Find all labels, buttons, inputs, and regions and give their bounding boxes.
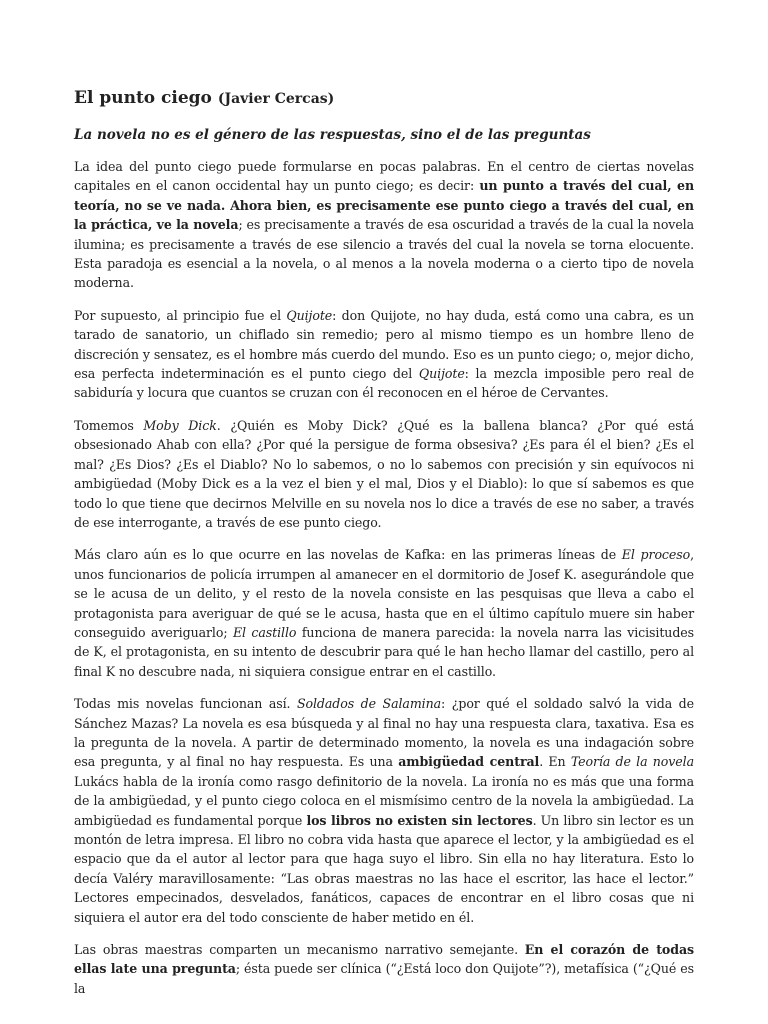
italic-title: Quijote	[418, 366, 465, 382]
text-run: ; ésta puede ser clínica (“¿Está loco don Quijote”?), metafísica (“¿Qué es la	[74, 961, 694, 996]
paragraph-4	[74, 545, 694, 681]
text-run: : la mezcla imposible pero real de sabiduría y locura que cuantos se cruzan con él reconocen en el héroe de Cervantes.	[74, 366, 694, 401]
text-run: : don Quijote, no hay duda, está como una cabra, es un tarado de sanatorio, un chiflado sin remedio; pero al mismo tiempo es un hombre lleno de discreción y sensatez, es el hombre más cuerdo del mundo. Eso es un punto ciego; o, mejor dicho, esa perfecta indeterminación es el punto ciego del	[74, 307, 694, 382]
text-run: : ¿por qué el soldado salvó la vida de Sánchez Mazas? La novela es esa búsqueda y al final no hay una respuesta clara, taxativa. Esa es la pregunta de la novela. A partir de determinado momento, la novela es una indagación sobre esa pregunta, y al final no hay respuesta. Es una	[74, 696, 694, 770]
paragraph-3	[74, 416, 694, 532]
text-run: . ¿Quién es Moby Dick? ¿Qué es la ballena blanca? ¿Por qué está obsesionado Ahab con ella? ¿Por qué la persigue de forma obsesiva? ¿Es para él el bien? ¿Es el mal? ¿Es Dios? ¿Es el Diablo? No lo sabemos, o no lo sabemos con precisión y sin equívocos ni ambigüedad (Moby Dick es a la vez el bien y el mal, Dios y el Diablo): lo que sí sabemos es que todo lo que tiene que decirnos Melville en su novela nos lo dice a través de ese no saber, a través de ese interrogante, a través de ese punto ciego.	[74, 417, 694, 530]
bold-text: un punto a través del cual, en teoría, no se ve nada. Ahora bien, es precisamente ese punto ciego a través del cual, en la práctica, ve la novela	[74, 178, 695, 233]
author-name: (Javier Cercas)	[217, 91, 335, 107]
document-title	[74, 84, 694, 113]
paragraph-1	[74, 157, 694, 293]
paragraph-2	[74, 306, 694, 403]
paragraph-6	[74, 940, 694, 998]
italic-title: Soldados de Salamina	[297, 696, 442, 712]
italic-title: Moby Dick	[143, 417, 217, 433]
text-run: La idea del punto ciego puede formularse en pocas palabras. En el centro de ciertas novelas capitales en el canon occidental hay un punto ciego; es decir:	[74, 159, 694, 194]
text-run: Por supuesto, al principio fue el	[74, 307, 287, 323]
text-run: , unos funcionarios de policía irrumpen al amanecer en el dormitorio de Josef K. asegurándole que se le acusa de un delito, y el resto de la novela consiste en las pesquisas que lleva a cabo el protagonista para averiguar de qué se le acusa, hasta que en el último capítulo muere sin haber conseguido averiguarlo;	[74, 547, 694, 640]
italic-title: El proceso	[621, 547, 691, 563]
italic-title: El castillo	[232, 624, 297, 640]
document-page	[74, 84, 694, 1011]
title-text: El punto ciego	[74, 88, 212, 108]
text-run: Más claro aún es lo que ocurre en las novelas de Kafka: en las primeras líneas de	[74, 547, 622, 563]
text-run: Las obras maestras comparten un mecanismo narrativo semejante.	[74, 942, 525, 958]
bold-text: los libros no existen sin lectores	[306, 812, 533, 828]
bold-text: En el corazón de todas ellas late una pregunta	[74, 942, 694, 977]
italic-title: Teoría de la novela	[570, 754, 694, 770]
bold-text: ambigüedad central	[398, 754, 540, 770]
text-run: Lukács habla de la ironía como rasgo definitorio de la novela. La ironía no es más que una forma de la ambigüedad, y el punto ciego coloca en el mismísimo centro de la novela la ambigüedad. La ambigüedad es fundamental porque	[74, 773, 694, 828]
paragraph-5	[74, 694, 694, 927]
text-run: Todas mis novelas funcionan así.	[74, 696, 297, 712]
text-run: ; es precisamente a través de esa oscuridad a través de la cual la novela ilumina; es precisamente a través de ese silencio a través del cual la novela se torna elocuente. Esta paradoja es esencial a la novela, o al menos a la novela moderna o a cierto tipo de novela moderna.	[74, 217, 695, 291]
text-run: . Un libro sin lector es un montón de letra impresa. El libro no cobra vida hasta que aparece el lector, y la ambigüedad es el espacio que da el autor al lector para que haga suyo el libro. Sin ella no hay literatura. Esto lo decía Valéry maravillosamente: “Las obras maestras no las hace el escritor, las hace el lector.” Lectores empecinados, desvelados, fanáticos, capaces de encontrar en el libro cosas que ni siquiera el autor era del todo consciente de haber metido en él.	[74, 812, 695, 925]
text-run: . En	[539, 754, 571, 770]
text-run: Tomemos	[74, 417, 144, 433]
italic-title: Quijote	[286, 307, 333, 323]
document-subtitle: La novela no es el género de las respuestas, sino el de las preguntas	[74, 127, 591, 143]
text-run: funciona de manera parecida: la novela narra las vicisitudes de K, el protagonista, en su intento de descubrir para qué le han hecho llamar del castillo, pero al final K no descubre nada, ni siquiera consigue entrar en el castillo.	[74, 624, 694, 679]
